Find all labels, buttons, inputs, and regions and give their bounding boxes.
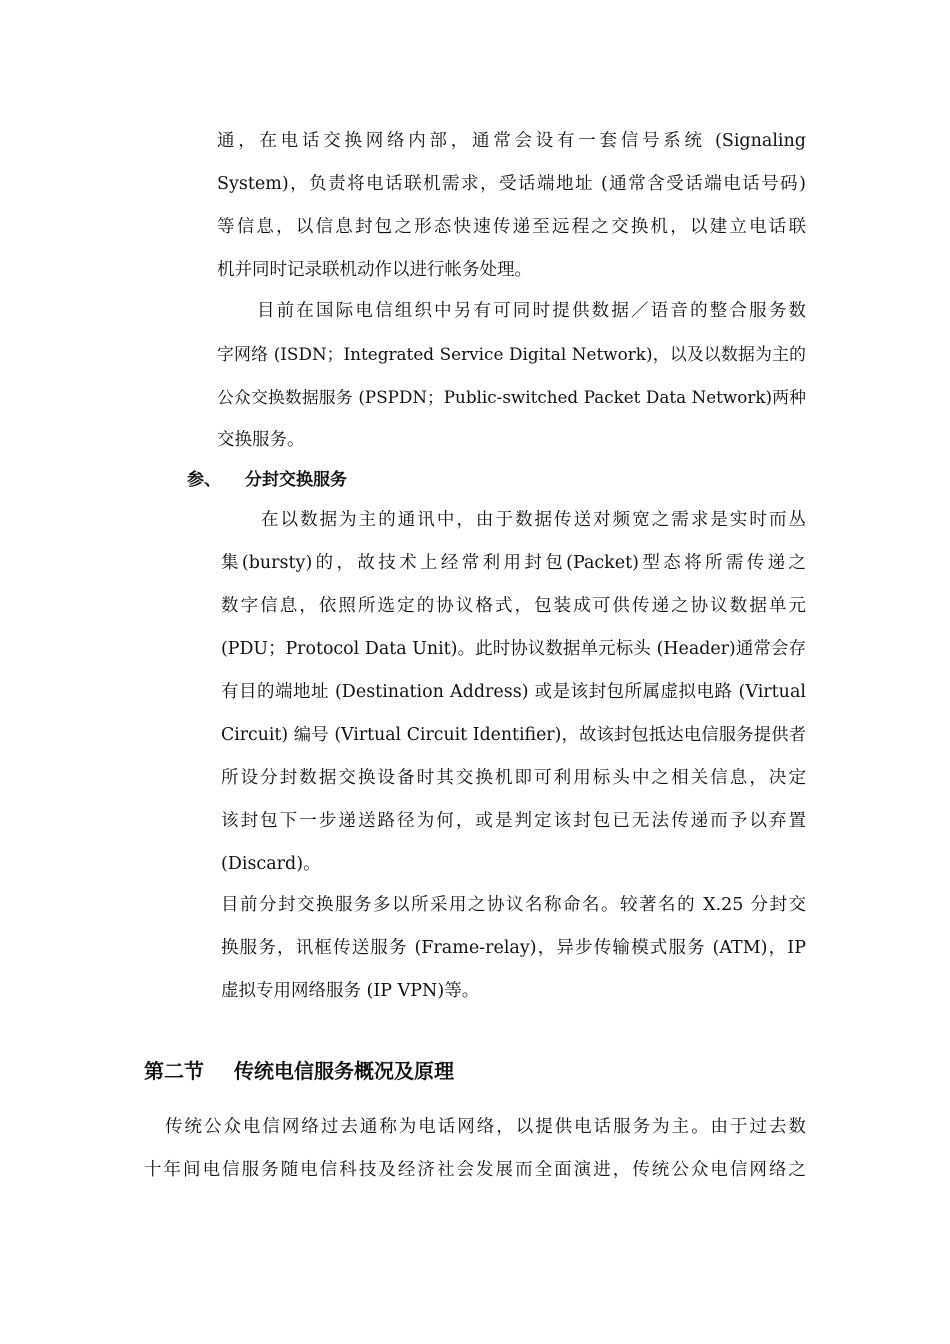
text-line: 十年间电信服务随电信科技及经济社会发展而全面演进，传统公众电信网络之 — [144, 1160, 806, 1180]
text-line: 字网络 (ISDN；Integrated Service Digital Network)，以及以数据为主的 — [217, 344, 806, 364]
section-title: 分封交换服务 — [245, 470, 347, 490]
text-line: 等信息，以信息封包之形态快速传递至远程之交换机，以建立电话联 — [217, 217, 806, 237]
text-line: 公众交换数据服务 (PSPDN；Public-switched Packet Data Network)两种 — [217, 387, 806, 407]
text-line: 目前分封交换服务多以所采用之协议名称命名。较著名的 X.25 分封交 — [221, 895, 806, 915]
text-line: Circuit) 编号 (Virtual Circuit Identifier)，故该封包抵达电信服务提供者 — [221, 725, 806, 745]
text-line: 换服务，讯框传送服务 (Frame-relay)，异步传输模式服务 (ATM)，IP — [221, 938, 806, 958]
text-line: 传统公众电信网络过去通称为电话网络，以提供电话服务为主。由于过去数 — [165, 1117, 806, 1137]
text-line: 集(bursty)的，故技术上经常利用封包(Packet)型态将所需传递之 — [221, 553, 806, 573]
text-line: 目前在国际电信组织中另有可同时提供数据／语音的整合服务数 — [257, 301, 806, 321]
text-line: 虚拟专用网络服务 (IP VPN)等。 — [221, 981, 480, 1001]
text-line: 机并同时记录联机动作以进行帐务处理。 — [217, 260, 532, 280]
text-line: 所设分封数据交换设备时其交换机即可利用标头中之相关信息，决定 — [221, 768, 806, 788]
text-line: 交换服务。 — [217, 430, 305, 450]
text-line: 通，在电话交换网络内部，通常会设有一套信号系统 (Signaling — [217, 131, 806, 151]
text-line: 在以数据为主的通讯中，由于数据传送对频宽之需求是实时而丛 — [261, 510, 806, 530]
text-line: 数字信息，依照所选定的协议格式，包装成可供传递之协议数据单元 — [221, 596, 806, 616]
chapter-section-title: 传统电信服务概况及原理 — [234, 1059, 454, 1083]
text-line: (PDU；Protocol Data Unit)。此时协议数据单元标头 (Header)通常会存 — [221, 639, 806, 659]
section-number: 参、 — [187, 470, 221, 490]
chapter-section-number: 第二节 — [144, 1059, 204, 1083]
text-line: (Discard)。 — [221, 854, 321, 874]
text-line: 有目的端地址 (Destination Address) 或是该封包所属虚拟电路 (Virtual — [221, 682, 806, 702]
text-line: System)，负责将电话联机需求，受话端地址 (通常含受话端电话号码) — [217, 174, 806, 194]
text-line: 该封包下一步递送路径为何，或是判定该封包已无法传递而予以弃置 — [221, 811, 806, 831]
